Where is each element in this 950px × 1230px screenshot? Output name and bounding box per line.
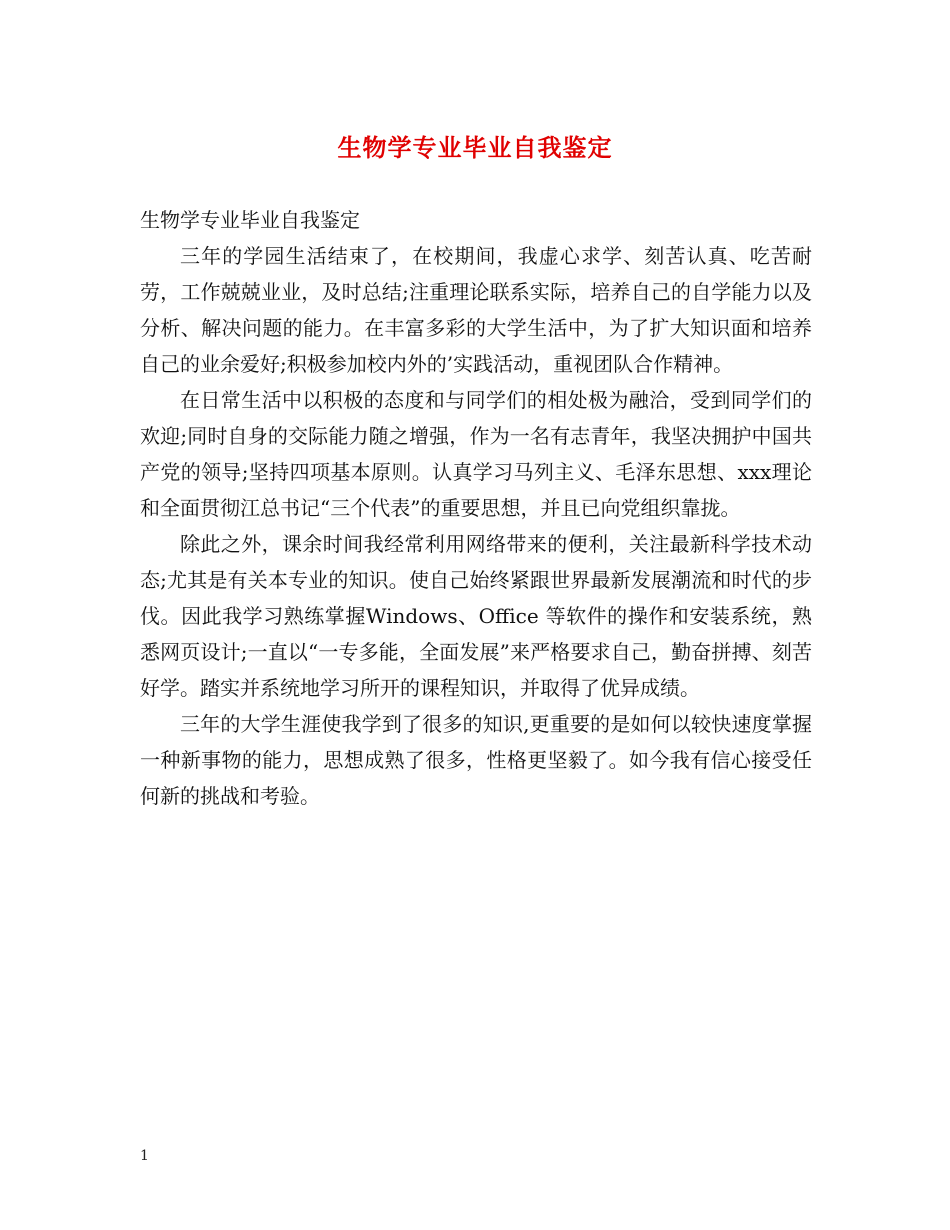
paragraph-1: 三年的学园生活结束了，在校期间，我虚心求学、刻苦认真、吃苦耐劳，工作兢兢业业，及时总结;注重理论联系实际，培养自己的自学能力以及分析、解决问题的能力。在丰富多彩的大学生活中，为了扩大知识面和培养自己的业余爱好;积极参加校内外的’实践活动，重视团队合作精神。 xyxy=(140,244,812,376)
document-body xyxy=(140,202,812,814)
document-title: 生物学专业毕业自我鉴定 xyxy=(337,133,613,162)
document-subtitle: 生物学专业毕业自我鉴定 xyxy=(140,208,360,232)
paragraph-4: 三年的大学生涯使我学到了很多的知识,更重要的是如何以较快速度掌握一种新事物的能力，思想成熟了很多，性格更坚毅了。如今我有信心接受任何新的挑战和考验。 xyxy=(140,712,812,808)
paragraph-2: 在日常生活中以积极的态度和与同学们的相处极为融洽，受到同学们的欢迎;同时自身的交际能力随之增强，作为一名有志青年，我坚决拥护中国共产党的领导;坚持四项基本原则。认真学习马列主义、毛泽东思想、xxx理论和全面贯彻江总书记“三个代表”的重要思想，并且已向党组织靠拢。 xyxy=(140,388,812,520)
page-number: 1 xyxy=(140,1148,149,1164)
paragraph-3: 除此之外，课余时间我经常利用网络带来的便利，关注最新科学技术动态;尤其是有关本专业的知识。使自己始终紧跟世界最新发展潮流和时代的步伐。因此我学习熟练掌握Windows、Office 等软件的操作和安装系统，熟悉网页设计;一直以“一专多能，全面发展”来严格要求自己，勤奋拼搏、刻苦好学。踏实并系统地学习所开的课程知识，并取得了优异成绩。 xyxy=(140,532,812,700)
